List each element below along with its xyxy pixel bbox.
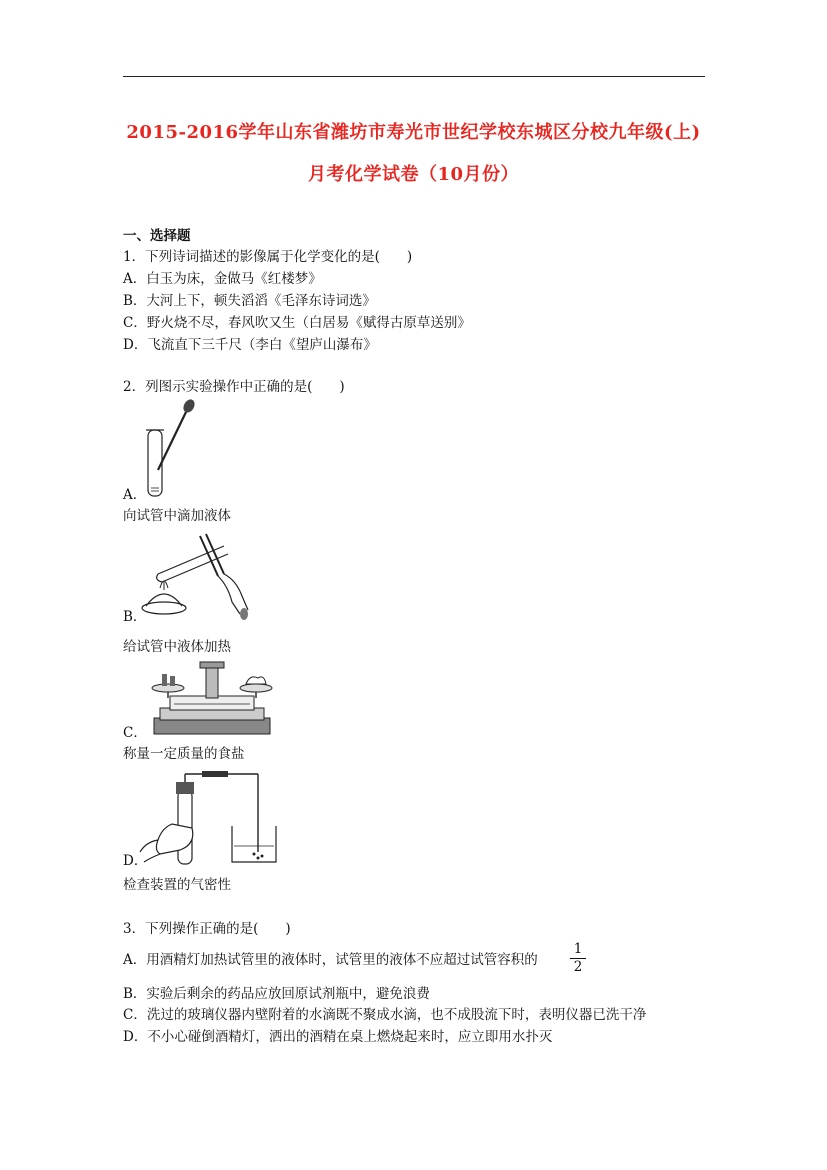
fraction-numerator: 1 [573,941,583,957]
q1-option-c: C．野火烧不尽，春风吹又生（白居易《赋得古原草送别》 [123,315,471,331]
q2-option-a-letter: A． [123,487,147,503]
q2-stem: 2．列图示实验操作中正确的是( ) [123,379,345,395]
airtightness-check-figure [136,770,278,866]
fraction-denominator: 2 [573,959,583,975]
q1-option-a: A．白玉为床，金做马《红楼梦》 [123,271,322,287]
q1-option-b: B．大河上下，顿失滔滔《毛泽东诗词选》 [123,293,376,309]
q2-option-b-caption: 给试管中液体加热 [123,639,231,655]
q3-option-b: B．实验后剩余的药品应放回原试剂瓶中，避免浪费 [123,986,430,1002]
q2-option-d-caption: 检查装置的气密性 [123,877,231,893]
q3-option-a: A．用酒精灯加热试管里的液体时，试管里的液体不应超过试管容积的 [123,952,538,968]
q1-option-d: D．飞流直下三千尺（李白《望庐山瀑布》 [123,337,377,353]
q2-option-d-letter: D． [123,853,148,869]
heating-test-tube-figure [136,530,256,622]
q2-option-c-caption: 称量一定质量的食盐 [123,746,245,762]
page-title-line1: 2015-2016学年山东省潍坊市寿光市世纪学校东城区分校九年级(上) [126,122,701,143]
q3-option-d: D．不小心碰倒酒精灯，洒出的酒精在桌上燃烧起来时，应立即用水扑灭 [123,1029,553,1045]
q2-option-c-letter: C． [123,725,147,741]
dropper-into-test-tube-figure [136,398,196,500]
q1-stem: 1．下列诗词描述的影像属于化学变化的是( ) [123,249,413,265]
balance-scale-figure [150,660,274,736]
q3-option-c: C．洗过的玻璃仪器内壁附着的水滴既不聚成水滴，也不成股流下时，表明仪器已洗干净 [123,1007,647,1023]
q2-option-a-caption: 向试管中滴加液体 [123,508,231,524]
q2-option-b-letter: B． [123,609,147,625]
page-title-line2: 月考化学试卷（10月份） [307,164,520,185]
q3-stem: 3．下列操作正确的是( ) [123,921,291,937]
section-heading: 一、选择题 [123,228,191,244]
fraction-one-half [570,942,586,975]
header-rule [123,76,705,77]
